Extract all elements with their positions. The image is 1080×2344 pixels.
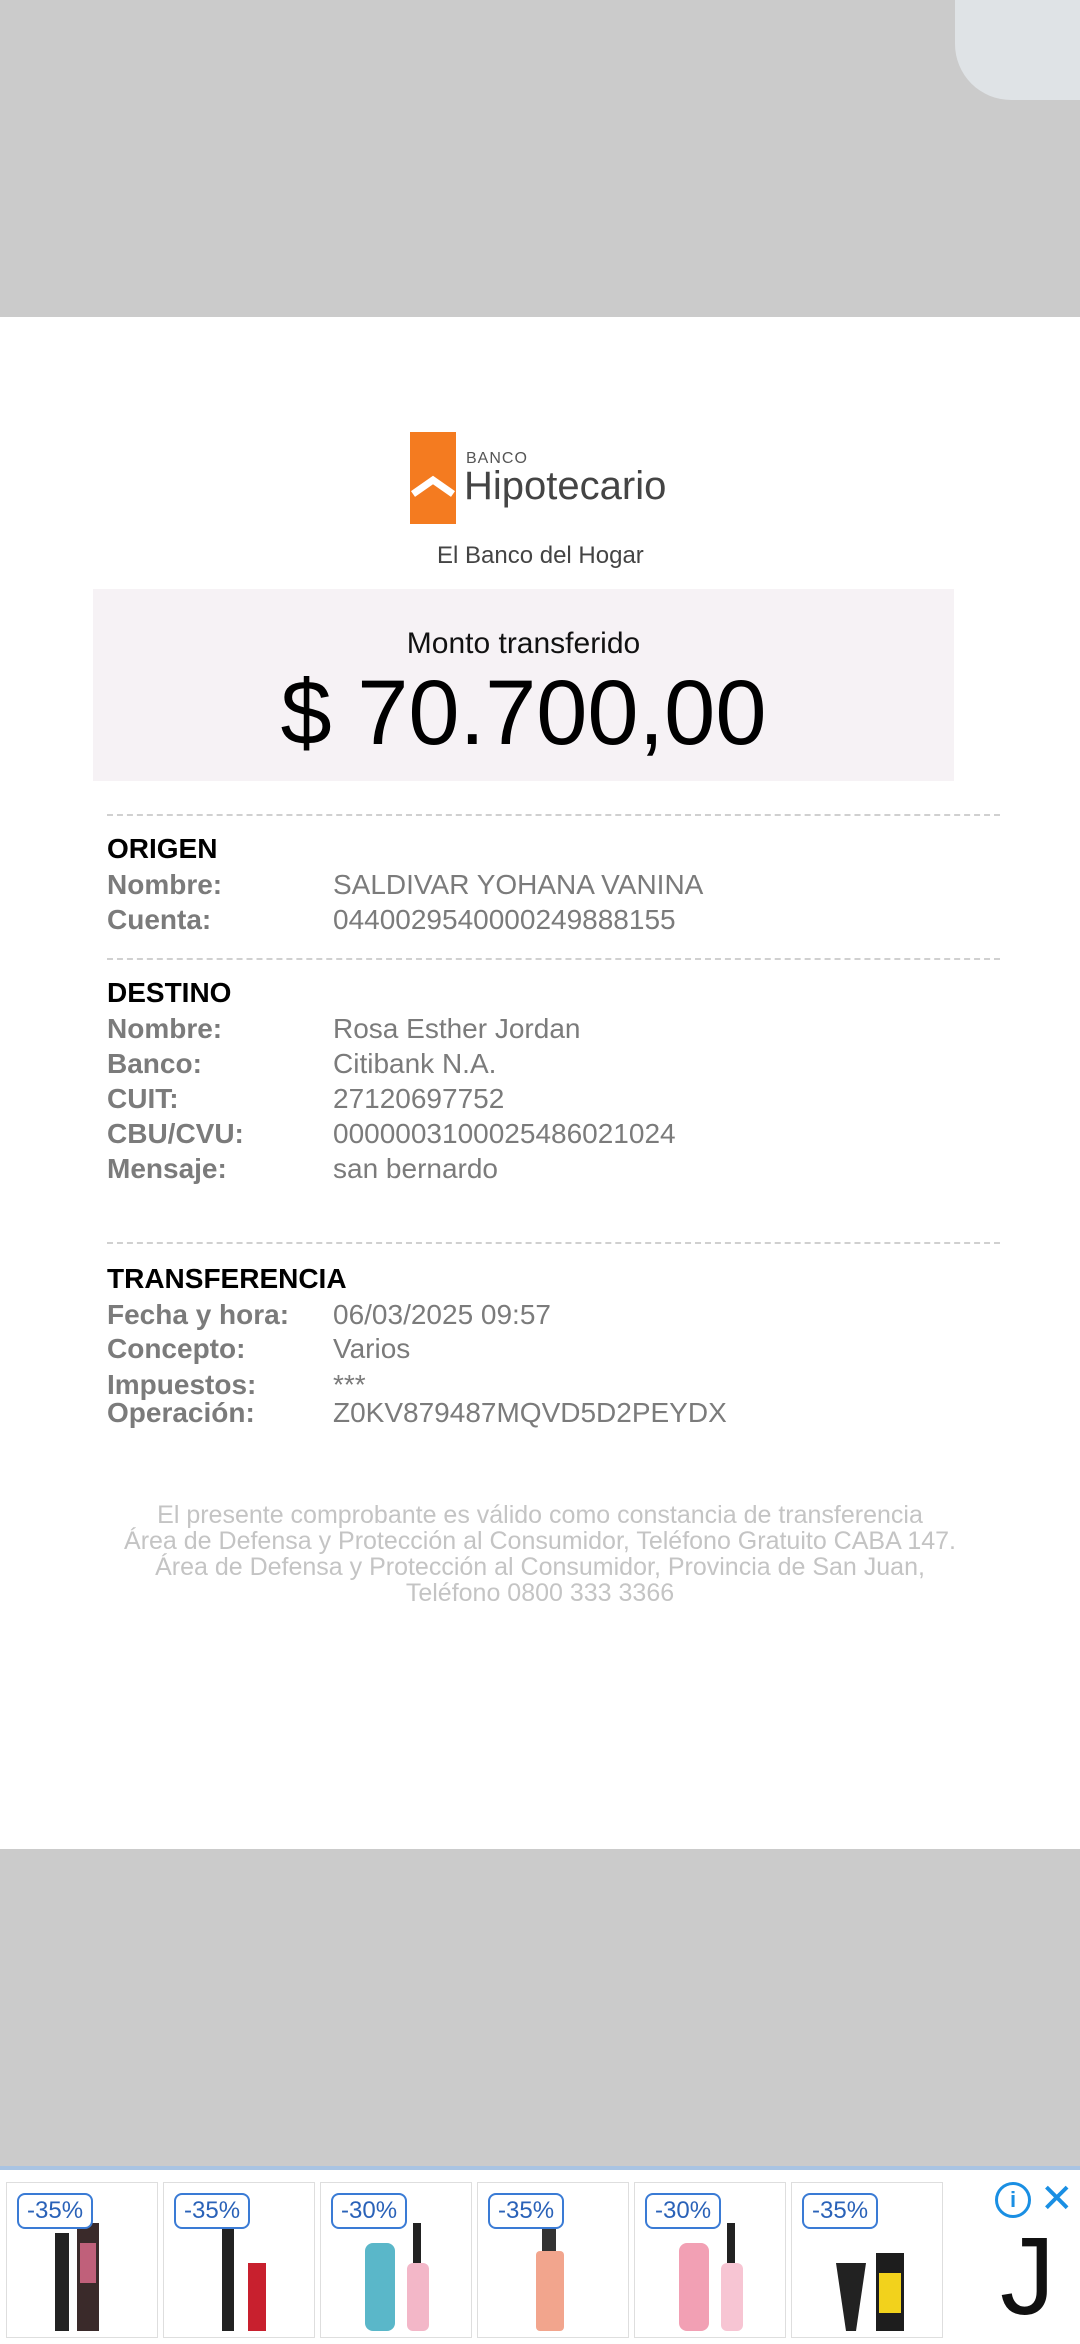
origen-row-cuenta	[107, 904, 987, 938]
destino-row-banco	[107, 1048, 987, 1082]
mascara-icon	[47, 2223, 117, 2333]
concealer-icon	[528, 2223, 588, 2333]
ad-brand-letter: J	[1000, 2215, 1055, 2338]
field-value: Rosa Esther Jordan	[333, 1013, 581, 1044]
eyeliner-icon	[214, 2223, 284, 2333]
field-label: Concepto:	[107, 1333, 246, 1364]
field-label: Impuestos:	[107, 1369, 257, 1400]
field-label: Mensaje:	[107, 1153, 227, 1184]
mascara-icon	[361, 2223, 441, 2333]
field-label: Nombre:	[107, 1013, 223, 1044]
discount-badge: -35%	[488, 2193, 564, 2229]
ad-product-card[interactable]	[320, 2182, 472, 2338]
field-value: SALDIVAR YOHANA VANINA	[333, 869, 704, 900]
field-value: Citibank N.A.	[333, 1048, 497, 1079]
mascara-icon	[832, 2223, 912, 2333]
ad-product-card[interactable]	[634, 2182, 786, 2338]
field-value: Z0KV879487MQVD5D2PEYDX	[333, 1397, 727, 1428]
field-label: CUIT:	[107, 1083, 179, 1114]
transferencia-row-fecha	[107, 1299, 987, 1333]
divider	[107, 958, 1000, 960]
field-value: 0440029540000249888155	[333, 904, 676, 935]
destino-row-mensaje	[107, 1153, 987, 1187]
transfer-receipt	[0, 317, 1080, 1849]
bank-name-small: BANCO	[466, 450, 528, 467]
close-icon[interactable]: ✕	[1040, 2177, 1074, 2221]
ad-banner[interactable]	[0, 2166, 1080, 2344]
discount-badge: -35%	[174, 2193, 250, 2229]
bank-logo-mark	[410, 432, 456, 524]
ad-product-card[interactable]	[791, 2182, 943, 2338]
field-label: Cuenta:	[107, 904, 212, 935]
divider	[107, 814, 1000, 816]
bank-logo	[410, 432, 710, 572]
destino-row-nombre	[107, 1013, 987, 1047]
footer-line: Área de Defensa y Protección al Consumidor, Teléfono Gratuito CABA 147.	[124, 1527, 956, 1555]
ad-product-card[interactable]	[163, 2182, 315, 2338]
origen-row-nombre	[107, 869, 987, 903]
field-value: Varios	[333, 1333, 411, 1364]
discount-badge: -35%	[17, 2193, 93, 2229]
ad-product-card[interactable]	[6, 2182, 158, 2338]
divider	[107, 1242, 1000, 1244]
amount-label: Monto transferido	[406, 627, 641, 660]
bank-slogan: El Banco del Hogar	[437, 542, 644, 569]
amount-box	[93, 589, 954, 781]
field-label: Fecha y hora:	[107, 1299, 290, 1330]
field-label: Nombre:	[107, 869, 223, 900]
footer-line: Teléfono 0800 333 3366	[405, 1579, 675, 1607]
discount-badge: -35%	[802, 2193, 878, 2229]
mascara-icon	[675, 2223, 755, 2333]
field-label: CBU/CVU:	[107, 1118, 244, 1149]
section-title-origen: ORIGEN	[107, 833, 218, 864]
top-corner-pill	[955, 0, 1080, 100]
field-label: Banco:	[107, 1048, 202, 1079]
field-value: ***	[333, 1369, 366, 1400]
footer-line: Área de Defensa y Protección al Consumidor, Provincia de San Juan,	[155, 1553, 925, 1581]
destino-row-cuit	[107, 1083, 987, 1117]
field-label: Operación:	[107, 1397, 255, 1428]
field-value: san bernardo	[333, 1153, 499, 1184]
transferencia-row-operacion	[107, 1397, 987, 1431]
amount-value: $ 70.700,00	[280, 662, 767, 764]
footer-line: El presente comprobante es válido como constancia de transferencia	[157, 1501, 923, 1529]
discount-badge: -30%	[645, 2193, 721, 2229]
section-title-destino: DESTINO	[107, 977, 232, 1008]
bank-name: Hipotecario	[464, 464, 667, 508]
ad-product-card[interactable]	[477, 2182, 629, 2338]
section-title-transferencia: TRANSFERENCIA	[107, 1263, 347, 1294]
info-icon[interactable]: i	[995, 2182, 1031, 2218]
field-value: 0000003100025486021024	[333, 1118, 676, 1149]
discount-badge: -30%	[331, 2193, 407, 2229]
legal-footer	[100, 1502, 980, 1606]
field-value: 06/03/2025 09:57	[333, 1299, 551, 1330]
transferencia-row-concepto	[107, 1333, 987, 1367]
destino-row-cbu	[107, 1118, 987, 1152]
field-value: 27120697752	[333, 1083, 505, 1114]
